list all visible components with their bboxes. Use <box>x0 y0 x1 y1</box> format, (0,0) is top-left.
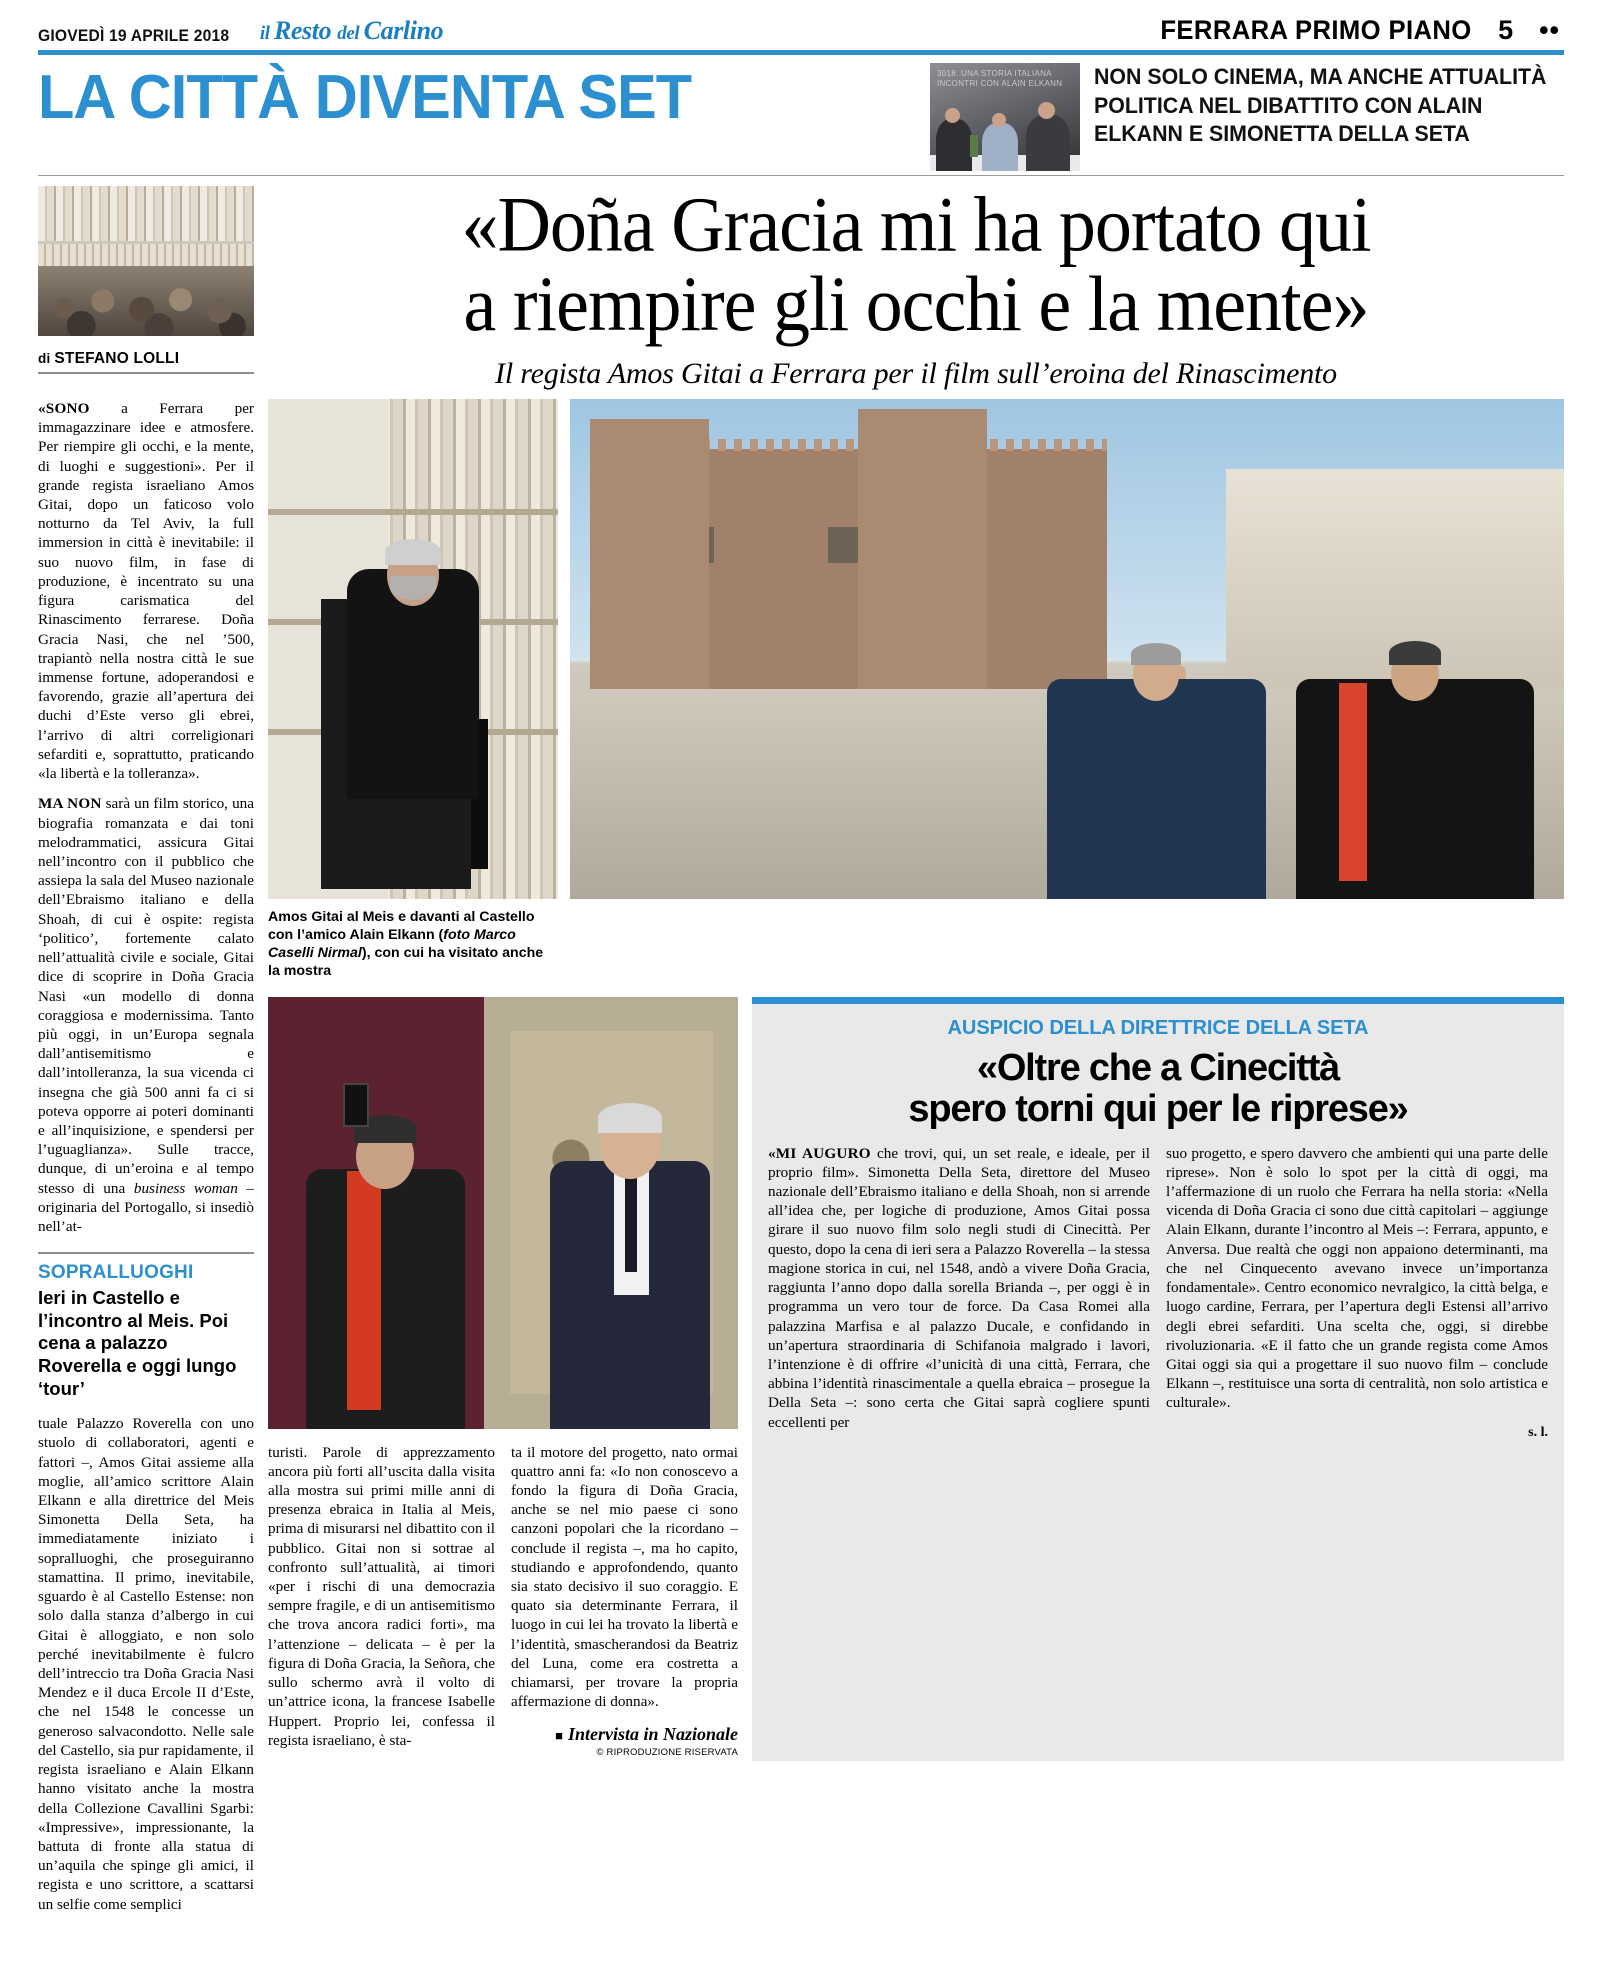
headline-right <box>268 181 1564 391</box>
photo-row <box>268 399 1564 899</box>
selfie-photo-phone <box>343 1083 369 1127</box>
masthead <box>38 0 1564 46</box>
paragraph-2 <box>38 794 254 1236</box>
band-title: LA CITTÀ DIVENTA SET <box>38 63 692 132</box>
photo-caption-bold-1: Amos Gitai al Meis e davanti al Castello con l’amico Alain Elkann ( <box>268 908 535 943</box>
lower-column-1 <box>268 1443 495 1762</box>
sidebar-box-title-line-2: spero torni qui per le riprese» <box>908 1087 1408 1130</box>
lower-text-columns <box>268 1443 738 1762</box>
sidebar-box-signature: s. l. <box>1528 1424 1548 1440</box>
sidebar-box-kicker: AUSPICIO DELLA DIRETTRICE DELLA SETA <box>947 1015 1369 1039</box>
sidebar-box-title-line-1: «Oltre che a Cinecittà <box>976 1046 1340 1089</box>
band-photo-overlay-text: 3018. UNA STORIA ITALIANA INCONTRI CON ALAIN ELKANN <box>937 69 1063 88</box>
lower-section <box>268 997 1564 1762</box>
section-title: FERRARA PRIMO PIANO <box>1160 15 1473 45</box>
lower-column-1-text: turisti. Parole di apprezzamento ancora più forti all’uscita dalla visita alla mostra sui primi mille anni di presenza ebraica in Italia al Meis, prima di misurarsi nel dibattito con il pubblico. Gitai non si sottrae al confronto sull’attualità, ai timori «per i rischi di una democrazia sempre fragile, e di un antisemitismo che trova ancora radici forti», ma l’attenzione – delicata – è per la figura di Doña Gracia, la Señora, che sullo schermo avrà il volto di un’attrice icona, la francese Isabelle Huppert. Proprio lei, confessa il regista israeliano, è sta- <box>268 1443 495 1749</box>
selfie-photo-person-right-tie <box>625 1165 637 1272</box>
band-photo-head-1 <box>945 108 960 123</box>
headline-deck: Il regista Amos Gitai a Ferrara per il film sull’eroina del Rinascimento <box>495 356 1337 390</box>
castle-photo-window-2 <box>828 527 859 563</box>
masthead-dots-icon: •• <box>1539 15 1560 45</box>
band-right <box>930 63 1564 171</box>
main-content <box>38 399 1564 1925</box>
photo-caption-bold-2: ), con cui ha visitato anche la mostra <box>268 944 544 979</box>
castle-photo <box>570 399 1564 899</box>
lower-column-2 <box>511 1443 738 1762</box>
paragraph-2-italic: business woman <box>133 1179 238 1197</box>
page-title <box>268 181 1564 349</box>
gitai-photo-shelf-1 <box>268 509 558 515</box>
paragraph-1-lead: «SONO <box>38 399 90 417</box>
left-column <box>38 399 268 1925</box>
logo-il: il <box>259 23 274 44</box>
band-photo-figure-3 <box>1026 115 1070 171</box>
audience-photo <box>38 186 254 336</box>
band-photo-figure-2 <box>982 123 1018 171</box>
byline-author: STEFANO LOLLI <box>54 350 180 367</box>
band-deck: NON SOLO CINEMA, MA ANCHE ATTUALITÀ POLITICA NEL DIBATTITO CON ALAIN ELKANN E SIMONETTA DELLA SETA <box>1094 64 1547 147</box>
endline <box>511 1723 738 1746</box>
selfie-photo-person-right <box>550 1161 710 1429</box>
sidebar-box-column-2 <box>1166 1144 1548 1443</box>
paragraph-continue: tuale Palazzo Roverella con uno stuolo di collaboratori, agenti e fattori –, Amos Gitai assieme alla moglie, all’amico scrittore Alain Elkann e alla direttrice del Meis Simonetta Della Seta, ha immediatamente iniziato i sopralluoghi, che proseguiranno stamattina. Il primo, inevitabile, sguardo è al Castello Estense: non solo dalla stanza d’albergo in cui Gitai è alloggiato, e non solo perché inevitabilmente è fulcro dell’intreccio tra Doña Gracia Nasi Mendez e il duca Ercole II d’Este, che nel 1548 le concesse un generoso salvacondotto. Nelle sale del Castello, sia pur rapidamente, il regista israeliano e Alain Elkann hanno visitato anche la mostra della Collezione Cavallini Sgarbi: «Impressive», impressionante, la battuta di fronte alla statua di un’aquila che spinge gli amici, il regista e uno scrittore, a scattarsi un selfie come semplici <box>38 1415 254 1913</box>
left-column-continuation <box>38 1414 254 1914</box>
logo-resto: Resto <box>273 16 338 45</box>
castle-photo-tower-2 <box>858 409 987 709</box>
sidebar-box-paragraph-1 <box>768 1144 1150 1432</box>
band-photo-figure-1 <box>936 119 972 171</box>
byline-prefix: di <box>38 351 55 366</box>
sidebar-box <box>752 997 1564 1762</box>
lower-column-2-text: ta il motore del progetto, nato ormai quattro anni fa: «Io non conoscevo a fondo la figura di Doña Gracia, anche se nel mio paese ci sono canzoni popolari che la ricordano – conclude il regista –, ma ho capito, studiando e approfondendo, quanto sia stato decisivo il suo coraggio. E quato sia determinante Ferrara, il luogo in cui lei ha trovato la libertà e l’identità, smascherandosi da Beatriz del Luna, come era costretta a chiamarsi, per trovare la propria affermazione di donna». <box>511 1443 738 1711</box>
sidebar-box-title <box>768 1048 1548 1130</box>
band-photo-head-3 <box>1038 102 1055 119</box>
castle-photo-person-right-hair <box>1389 641 1441 665</box>
byline-rule <box>38 372 254 374</box>
headline-left <box>38 186 268 391</box>
main-column <box>268 399 1564 1925</box>
byline-block <box>38 350 254 374</box>
castle-photo-person-right-scarf <box>1339 683 1367 881</box>
paragraph-2-end: – originaria del Portogallo, si insediò nell’at- <box>38 1179 255 1236</box>
sidebar-box-blue-bar <box>752 997 1564 1004</box>
article-body-start <box>38 399 254 1236</box>
photo-caption <box>268 909 558 981</box>
paragraph-2-text: sarà un film storico, una biografia romanzata e dai toni melodrammatici, assicura Gitai nell’incontro con il pubblico che assiepa la sala del Museo nazionale dell’Ebraismo italiano e della Shoah, di cui è ospite: regista ‘politico’, fortemente calato nell’attualità civile e sociale, Gitai dice di scoprire in Doña Gracia Nasi «un modello di donna coraggiosa e modernissima. Tanto più oggi, in un’Europa segnala dall’antisemitismo e dall’intolleranza, la sua vicenda ci insegna che già 500 anni fa ci si poteva opporre ai poteri dominanti e all’inquisizione, e spendersi per l’uguaglianza». Sulle tracce, dunque, di un’eroina e al tempo stesso di una <box>38 795 254 1197</box>
publication-date: GIOVEDÌ 19 APRILE 2018 <box>38 26 230 45</box>
castle-photo-person-right <box>1296 679 1535 899</box>
logo-del: del <box>337 23 364 44</box>
gitai-portrait-photo <box>268 399 558 899</box>
masthead-right <box>1144 15 1564 46</box>
selfie-photo-person-right-hair <box>598 1103 662 1133</box>
audience-photo-shelf-top <box>38 186 254 244</box>
thin-rule-top <box>38 175 1564 176</box>
sopralluoghi-text: Ieri in Castello e l’incontro al Meis. Poi cena a palazzo Roverella e oggi lungo ‘tour’ <box>38 1287 237 1399</box>
headline-line-1: «Doña Gracia mi ha portato qui <box>461 181 1371 269</box>
gitai-photo-beard <box>390 576 436 600</box>
endline-square-icon: ■ <box>555 1727 563 1743</box>
castle-photo-tower-1 <box>590 419 709 709</box>
logo-carlino: Carlino <box>363 16 444 45</box>
audience-photo-crowd <box>38 266 254 336</box>
blue-rule <box>38 50 1564 55</box>
band-photo-bottle <box>970 135 978 157</box>
castle-photo-person-left-hair <box>1131 643 1181 665</box>
castle-photo-person-left <box>1047 679 1266 899</box>
section-band <box>38 63 1564 175</box>
selfie-photo <box>268 997 738 1429</box>
sopralluoghi-kicker: SOPRALLUOGHI <box>38 1262 194 1284</box>
sopralluoghi-rule <box>38 1252 254 1254</box>
sidebar-box-column-2-text: suo progetto, e spero davvero che ambienti qui una parte delle riprese». Non è solo lo spot per la città di oggi, ma l’affermazione di un ruolo che Ferrara ha nella storia: «Nella vicenda di Doña Gracia ci sono due città capitolari – aggiunge Alain Elkann, durante l’incontro al Meis –: Ferrara, appunto, e Anversa. Due realtà che oggi non appaiono determinanti, ma che nel Cinquecento avevano invece un’importanza fondamentale». Centro economico nevralgico, la città belga, e luogo cardine, Ferrara, per l’apertura degli Estensi all’arrivo degli ebrei sefarditi. Una scelta che, oggi, si direbbe rivoluzionaria. «E il fatto che un grande regista come Amos Gitai oggi sia qui a progettare il suo nuovo film – conclude Elkann –, restituisce una sorta di centralità, non solo artistica e culturale». <box>1166 1144 1548 1412</box>
sidebar-box-columns <box>768 1144 1548 1443</box>
page-number: 5 <box>1498 15 1514 45</box>
sidebar-box-lead: «MI AUGURO <box>768 1144 871 1162</box>
band-photo-head-2 <box>992 113 1006 127</box>
paragraph-1 <box>38 399 254 783</box>
headline-area <box>38 181 1564 391</box>
paragraph-1-text: a Ferrara per immagazzinare idee e atmosfere. Per riempire gli occhi, e la mente, di luoghi e suggestioni». Per il grande regista israeliano Amos Gitai, dopo un faticoso volo notturno da Tel Aviv, la full immersion in città è inevitabile: il suo nuovo film, in fase di produzione, è incentrato su una figura carismatica del Rinascimento ferrarese. Doña Gracia Nasi, che nel ’500, trapiantò nella nostra città le sue immense fortune, adoperandosi e favorendo, grazie all’apertura dei duchi d’Este verso gli ebrei, l’arrivo di altri correligionari sefarditi e, soprattutto, praticando «la libertà e la tolleranza». <box>38 399 254 783</box>
gitai-photo-hair <box>385 539 441 565</box>
selfie-photo-person-left-scarf <box>347 1171 381 1409</box>
lower-left <box>268 997 738 1762</box>
sidebar-box-column-1 <box>768 1144 1150 1443</box>
byline <box>38 350 254 372</box>
sopralluoghi-box <box>38 1252 254 1400</box>
endline-text: Intervista in Nazionale <box>567 1723 738 1744</box>
sidebar-box-column-1-text: che trovi, qui, un set reale, e ideale, per il proprio film». Simonetta Della Seta, direttore del Museo nazionale dell’Ebraismo italiano e della Shoah, non si arrende all’idea che, per logiche di produzione, Amos Gitai possa girare il suo nuovo film solo negli studi di Cinecittà. Per questo, dopo la cena di ieri sera a Palazzo Roverella – la stessa magione storica in cui, nel 1548, andò a vivere Doña Gracia, raggiunta l’anno dopo dalla sorella Brianda –, per oggi è in programma un vero tour de force. Da Casa Romei alla palazzina Marfisa e al palazzo Ducale, e confidando in un’apertura straordinaria di Schifanoia malgrado i lavori, l’intenzione è di offrire «l’unicità di una città, Ferrara, che abbina l’identità rinascimentale a quella ebraica – prosegue la Della Seta –: sono certa che Gitai saprà cogliere spunti eccellenti per <box>768 1144 1150 1431</box>
photo-caption-credit: foto Marco Caselli Nirmal <box>268 926 516 961</box>
selfie-photo-person-left <box>306 1169 466 1428</box>
copyright-notice: © RIPRODUZIONE RISERVATA <box>596 1747 738 1759</box>
headline-line-2: a riempire gli occhi e la mente» <box>463 261 1369 349</box>
newspaper-logo <box>260 16 443 46</box>
band-photo <box>930 63 1080 171</box>
paragraph-2-lead: MA NON <box>38 795 102 813</box>
